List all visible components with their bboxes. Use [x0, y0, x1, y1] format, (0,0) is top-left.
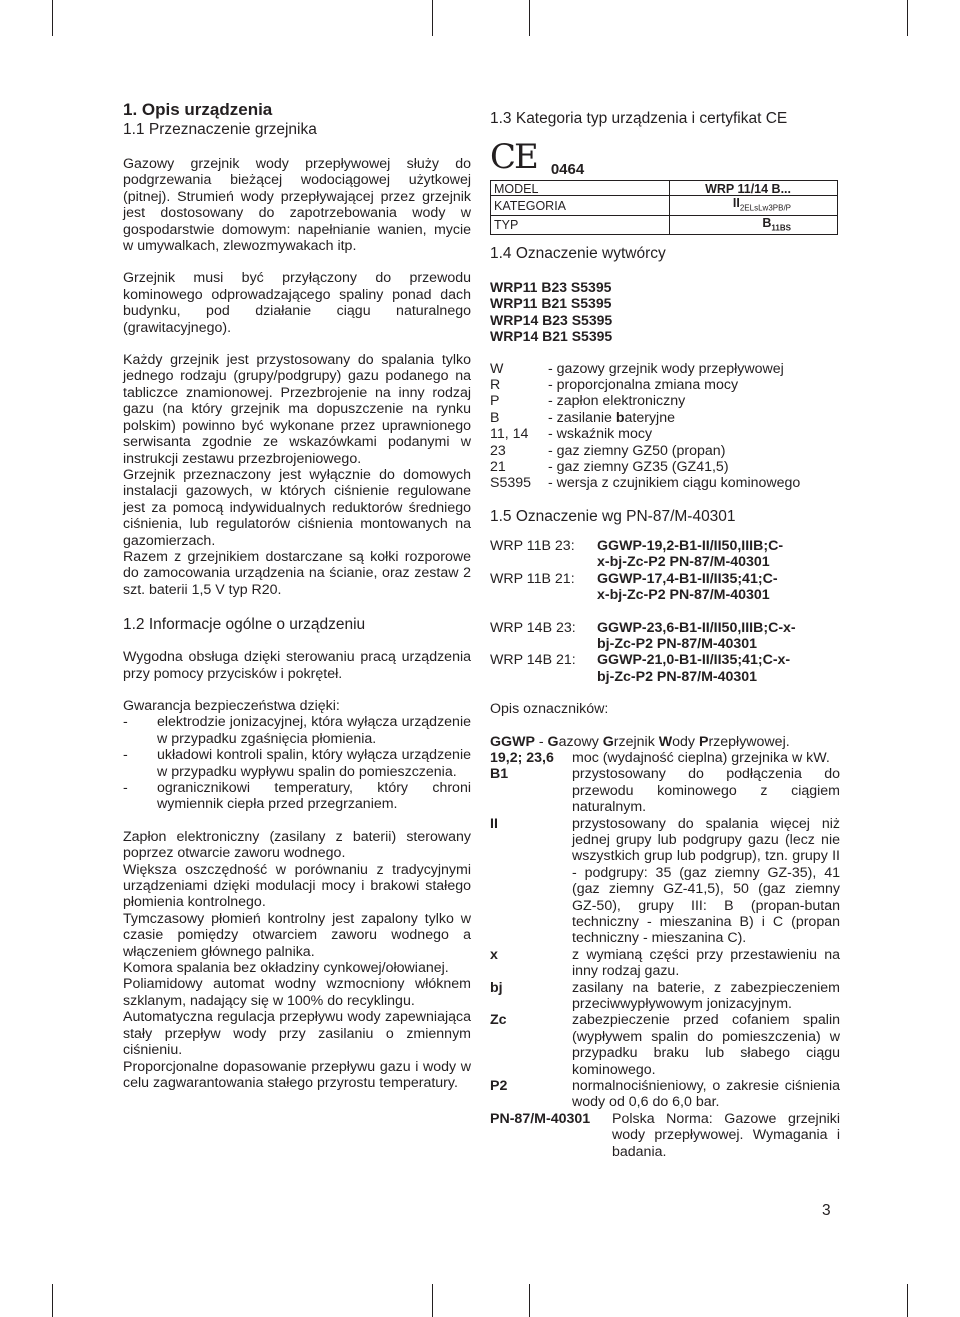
ggwp-definition [490, 734, 840, 750]
legend-key: B [490, 409, 500, 426]
type-value: B [762, 215, 772, 230]
legend-text: - wskaźnik mocy [548, 426, 653, 443]
designation-legend-heading: Opis oznaczników: [490, 701, 609, 718]
designation-line: GGWP-19,2-B1-II/II50,IIIB;C- [597, 537, 784, 554]
list-item [490, 947, 840, 980]
subsection-heading-1-3: 1.3 Kategoria typ urządzenia i certyfikat CE [490, 110, 788, 127]
designation-code [597, 620, 840, 653]
paragraph-water-valve: Poliamidowy automat wodny wzmocniony włóknem szklanym, nadający się w 100% do recyklingu. [123, 976, 471, 1009]
desc-text: z wymianą części przy przestawieniu na inny rodzaj gazu. [572, 946, 840, 980]
category-value: II [732, 196, 740, 210]
table-cell-label: TYP [491, 215, 670, 235]
desc-text: przystosowany do spalania więcej niż jednej grupy lub podgrupy gazu (lecz nie wszystkich grup lub podgrup), tzn. grupy II - podgrupy: 35 (gaz ziemny GZ-35), 41 (gaz ziemny GZ-41,5), 50 (gaz ziemny GZ-50), grupy III: B (propan-butan techniczny - mieszanina B) i C (propan techniczny - mieszanina C). [572, 815, 840, 947]
model-value: WRP 11/14 B... [705, 181, 791, 196]
table-cell-value [670, 181, 838, 196]
legend-text [548, 410, 840, 426]
paragraph-installation: Grzejnik przeznaczony jest wyłącznie do domowych instalacji gazowych, w których ciśnienie regulowane jest za pomocą indywidualnych reduktorów średniego ciśnienia, lub regulatorów ciśnienia montowanych na gazomierzach. [123, 466, 471, 549]
desc-key: x [490, 946, 498, 963]
ggwp-text: ody [672, 733, 699, 750]
subsection-heading-1-1: 1.1 Przeznaczenie grzejnika [123, 121, 317, 138]
paragraph-pilot-flame: Tymczasowy płomień kontrolny jest zapalony tylko w czasie pomiędzy otwarciem zaworu wodnego a włączeniem głównego palnika. [123, 910, 471, 960]
code-legend [490, 361, 840, 492]
designation-line: GGWP-23,6-B1-II/II50,IIIB;C-x- [597, 619, 796, 636]
ggwp-text: azowy [558, 733, 603, 750]
designation-line: GGWP-21,0-B1-II/II35;41;C-x- [597, 652, 791, 669]
paragraph-operation: Wygodna obsługa dzięki sterowaniu pracą urządzenia przy pomocy przycisków i pokręteł. [123, 649, 471, 682]
section-heading-1: 1. Opis urządzenia [123, 100, 273, 119]
list-item [490, 1078, 840, 1111]
legend-text: - gaz ziemny GZ50 (propan) [548, 442, 726, 459]
legend-key: 21 [490, 459, 506, 476]
designation-code [597, 652, 840, 685]
list-item: WRP11 B21 S5395 [490, 295, 612, 312]
designation-model: WRP 11B 23: [490, 537, 575, 554]
paragraph-proportional: Proporcjonalne dopasowanie przepływu gazu i wody w celu zagwarantowania stałego przyrostu temperatury. [123, 1058, 471, 1091]
designation-line: GGWP-17,4-B1-II/II35;41;C- [597, 570, 778, 587]
legend-text: - zapłon elektroniczny [548, 393, 686, 410]
ggwp-letter: P [698, 733, 709, 750]
list-item [490, 410, 840, 426]
safety-bullet [123, 747, 471, 780]
bullet-dash: - [123, 780, 128, 796]
desc-key: Zc [490, 1012, 507, 1029]
legend-text: - proporcjonalna zmiana mocy [548, 377, 739, 394]
subsection-heading-1-5: 1.5 Oznaczenie wg PN-87/M-40301 [490, 507, 736, 525]
desc-key: P2 [490, 1078, 508, 1095]
bullet-text: ogranicznikowi temperatury, który chroni wymiennik ciepła przed przegrzaniem. [157, 780, 471, 813]
table-row [491, 181, 838, 196]
list-item [490, 377, 840, 393]
list-item [490, 620, 840, 653]
desc-text: moc (wydajność cieplna) grzejnika w kW. [572, 749, 830, 766]
legend-key: P [490, 393, 500, 410]
subsection-heading-1-2: 1.2 Informacje ogólne o urządzeniu [123, 616, 366, 634]
designation-model: WRP 14B 23: [490, 619, 576, 636]
bullet-text: elektrodzie jonizacyjnej, która wyłącza urządzenie w przypadku zgaśnięcia płomienia. [157, 714, 471, 747]
list-item [490, 980, 840, 1013]
ce-mark-icon: CE [490, 137, 537, 177]
designation-code [597, 571, 840, 604]
ggwp-letter: W [658, 733, 673, 750]
desc-key: PN-87/M-40301 [490, 1110, 591, 1127]
ggwp-text: rzepływowej. [708, 733, 790, 750]
pn-norm-description [490, 1111, 840, 1160]
legend-key: 11, 14 [490, 426, 529, 443]
list-item [490, 361, 840, 377]
ggwp-letter: G [602, 733, 614, 750]
table-cell-label: MODEL [491, 181, 670, 196]
list-item [490, 766, 840, 815]
category-subscript: 2ELsLw3PB/P [739, 203, 791, 213]
manufacturer-codes [490, 279, 840, 345]
desc-text: przystosowany do podłączenia do przewodu kominowego z ciągiem naturalnym. [572, 766, 840, 816]
crop-mark-top-center-right [529, 0, 530, 36]
designation-line: bj-Zc-P2 PN-87/M-40301 [597, 668, 758, 685]
ggwp-text: rzejnik [613, 733, 659, 750]
designation-line: x-bj-Zc-P2 PN-87/M-40301 [597, 587, 770, 604]
ggwp-label: GGWP [490, 733, 535, 750]
legend-text: - wersja z czujnikiem ciągu kominowego [548, 475, 801, 492]
paragraph-gas-type: Każdy grzejnik jest przystosowany do spalania tylko jednego rodzaju (grupy/podgrupy) gazu podanego na tabliczce znamionowej. Przezbrojenie na inny rodzaj gazu (na który grzejnik ma dopuszczenie na rynku polskim) powinno być wykonane przez uprawnionego serwisanta zgodnie ze wskazówkami podanymi w instrukcji zestawu przezbrojeniowego. [123, 352, 471, 467]
ce-notified-body-number: 0464 [550, 160, 585, 178]
legend-text: - gazowy grzejnik wody przepływowej [548, 360, 784, 377]
crop-mark-bottom-center-left [432, 1284, 433, 1317]
list-item [490, 475, 840, 491]
safety-bullet [123, 714, 471, 747]
table-cell-label: KATEGORIA [491, 196, 670, 216]
desc-key: B1 [490, 766, 509, 783]
legend-key: 23 [490, 442, 506, 459]
desc-key: bj [490, 979, 503, 996]
crop-mark-bottom-right [907, 1284, 908, 1317]
desc-key: II [490, 815, 498, 832]
desc-text: zabezpieczenie przed cofaniem spalin (wypływem spalin do pomieszczenia) w przypadku braku lub słabego ciągu kominowego. [572, 1012, 840, 1078]
ggwp-letter: G [547, 733, 559, 750]
list-item [490, 571, 840, 604]
legend-text-bold: b [615, 409, 625, 426]
designation-model: WRP 11B 21: [490, 570, 575, 587]
paragraph-savings: Większa oszczędność w porównaniu z tradycyjnymi urządzeniami dzięki modulacji mocy i brakowi stałego płomienia kontrolnego. [123, 861, 471, 911]
paragraph-ignition: Zapłon elektroniczny (zasilany z baterii) sterowany poprzez otwarcie zaworu wodnego. [123, 828, 471, 862]
list-item [490, 443, 840, 459]
bullet-dash: - [123, 747, 128, 764]
designation-line: x-bj-Zc-P2 PN-87/M-40301 [597, 554, 770, 571]
safety-bullet [123, 780, 471, 813]
crop-mark-top-center-left [432, 0, 433, 36]
table-cell-value [670, 215, 838, 235]
crop-mark-top-left [52, 0, 53, 36]
page-number: 3 [822, 1202, 831, 1219]
list-item [490, 750, 840, 766]
ggwp-text: - [534, 733, 548, 750]
right-column [490, 110, 840, 1160]
ce-certificate [490, 137, 840, 178]
list-item: WRP14 B21 S5395 [490, 328, 613, 345]
legend-text-part: - zasilanie [548, 409, 616, 426]
list-item [490, 538, 840, 571]
list-item [490, 652, 840, 685]
paragraph-combustion-chamber: Komora spalania bez okładziny cynkowej/ołowianej. [123, 960, 449, 977]
device-spec-table [490, 180, 838, 235]
list-item [490, 1111, 840, 1160]
bullet-dash: - [123, 714, 128, 731]
paragraph-accessories: Razem z grzejnikiem dostarczane są kołki rozporowe do zamocowania urządzenia na ścianie, oraz zestaw 2 szt. baterii 1,5 V typ R20. [123, 548, 471, 598]
list-item [490, 393, 840, 409]
designation-code [597, 538, 840, 571]
crop-mark-bottom-center-right [529, 1284, 530, 1317]
pn-designations [490, 538, 840, 685]
list-item [490, 426, 840, 442]
list-item [490, 459, 840, 475]
subsection-heading-1-4: 1.4 Oznaczenie wytwórcy [490, 245, 666, 262]
legend-text: - gaz ziemny GZ35 (GZ41,5) [548, 459, 729, 476]
table-cell-value [670, 196, 838, 216]
designation-model: WRP 14B 21: [490, 652, 576, 669]
designation-descriptions [490, 750, 840, 1111]
bullet-text: układowi kontroli spalin, który wyłącza urządzenie w przypadku wypływu spalin do pomieszczenia. [157, 747, 471, 780]
crop-mark-top-right [907, 0, 908, 36]
crop-mark-bottom-left [52, 1284, 53, 1317]
list-item [490, 1012, 840, 1078]
desc-text: normalnociśnieniowy, o zakresie ciśnienia wody od 0,6 do 6,0 bar. [572, 1078, 840, 1111]
desc-text: zasilany na baterie, z zabezpieczeniem przeciwwypływowym jonizacyjnym. [572, 979, 840, 1013]
paragraph-purpose: Gazowy grzejnik wody przepływowej służy do podgrzewania bieżącej wodociągowej użytkowej (pitnej). Strumień wody przepływającej przez grzejnik jest dostosowany do zapotrzebowania wody w gospodarstwie domowym: napełnianie wanien, mycie w umywalkach, zlewozmywakach itp. [123, 156, 471, 255]
type-subscript: 11BS [771, 223, 791, 232]
desc-key: 19,2; 23,6 [490, 749, 554, 766]
legend-text-part: ateryjne [624, 409, 675, 426]
left-column [123, 100, 471, 1091]
paragraph-flow-regulation: Automatyczna regulacja przepływu wody zapewniająca stały przepływ wody przy zasilaniu o zmiennym ciśnieniu. [123, 1009, 471, 1059]
paragraph-safety-intro: Gwarancja bezpieczeństwa dzięki: [123, 697, 340, 714]
legend-key: R [490, 377, 501, 394]
table-row [491, 196, 838, 216]
designation-line: bj-Zc-P2 PN-87/M-40301 [597, 635, 758, 652]
legend-key: W [490, 360, 504, 377]
table-row [491, 215, 838, 235]
legend-key: S5395 [490, 475, 532, 492]
desc-text: Polska Norma: Gazowe grzejniki wody przepływowej. Wymagania i badania. [612, 1110, 840, 1160]
list-item: WRP14 B23 S5395 [490, 311, 613, 328]
list-item [490, 816, 840, 947]
paragraph-chimney: Grzejnik musi być przyłączony do przewodu kominowego odprowadzającego spaliny ponad dach budynku, pod działanie ciągu naturalnego (grawitacyjnego). [123, 270, 471, 336]
list-item: WRP11 B23 S5395 [490, 279, 612, 295]
